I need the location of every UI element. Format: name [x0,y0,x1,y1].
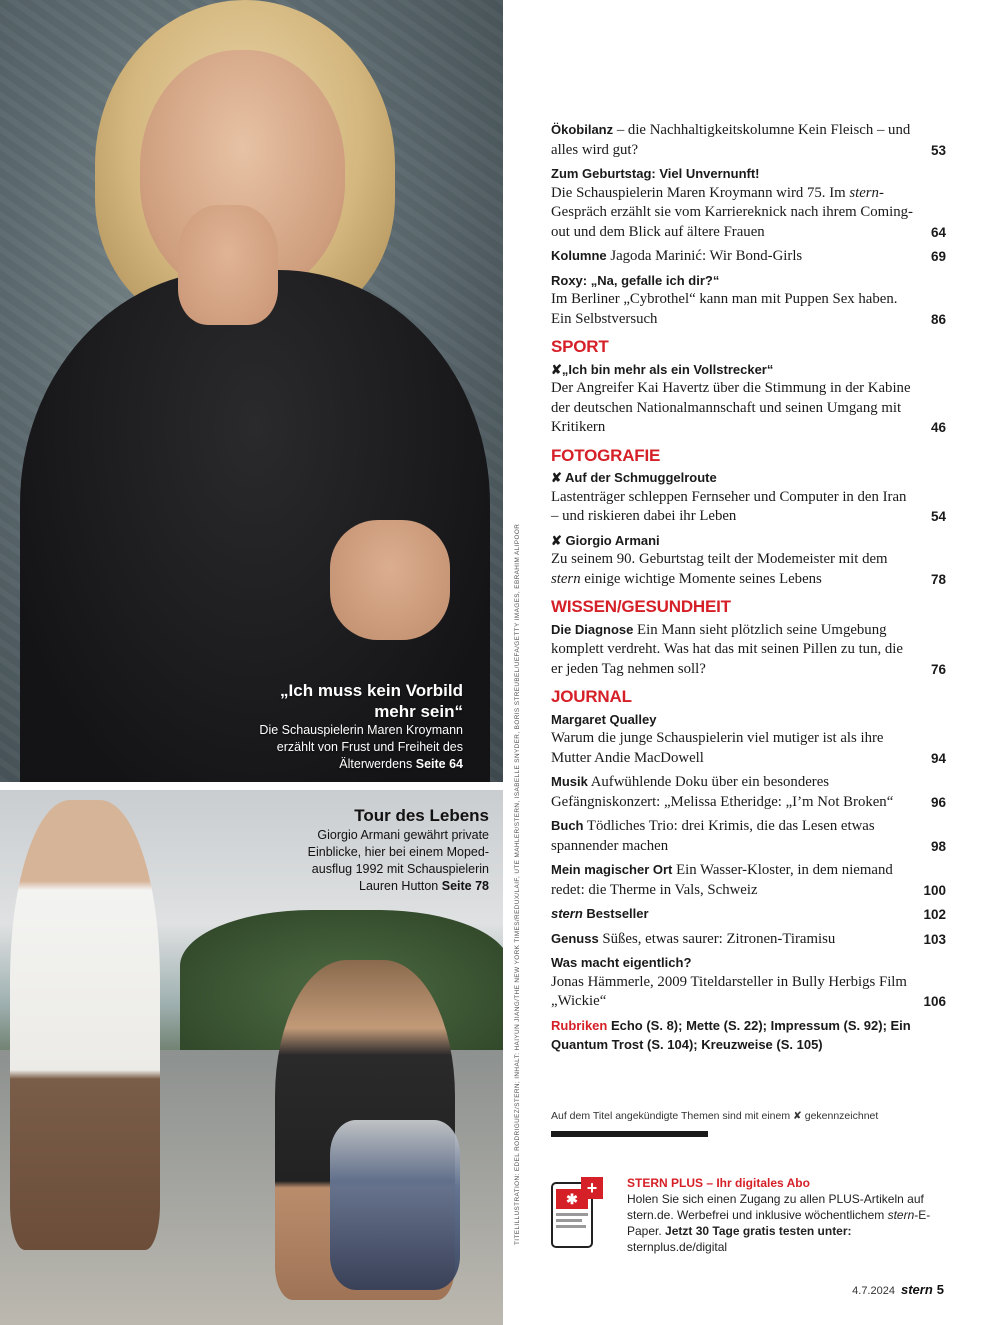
page-footer [852,1282,944,1297]
toc-rubriken: Rubriken Echo (S. 8); Mette (S. 22); Impressum (S. 92); Ein Quantum Trost (S. 104); Kreuzweise (S. 105) [551,1017,911,1052]
toc-entry-bestseller[interactable]: stern Bestseller 102 [551,904,946,925]
table-of-contents [551,120,946,1054]
toc-entry-genuss[interactable]: Genuss Süßes, etwas saurer: Zitronen-Tiramisu 103 [551,929,946,950]
toc-entry-diagnose[interactable]: Die Diagnose Ein Mann sieht plötzlich seine Umgebung komplett verdreht. Was hat das mit seinen Pillen zu tun, die er jeden Tag nehmen soll? 76 [551,620,946,680]
toc-entry-armani[interactable]: ✘ Giorgio Armani Zu seinem 90. Geburtstag teilt der Modemeister mit dem stern einige wichtige Momente seines Lebens 78 [551,531,946,590]
page-number: 98 [930,838,946,854]
stern-logo: stern [900,1282,933,1297]
caption-text: Die Schauspielerin Maren Kroymann erzählt von Frust und Freiheit des Älterwerdens Seite 64 [259,723,463,771]
page-number: 5 [936,1282,944,1297]
page-number: 54 [930,509,946,524]
page-number: 86 [930,311,946,327]
toc-entry-schmuggelroute[interactable]: ✘ Auf der Schmuggelroute Lastenträger schleppen Fernseher und Computer in den Iran – und riskieren dabei ihr Leben 54 [551,468,946,527]
page-number: 102 [923,907,946,922]
toc-entry-buch[interactable]: Buch Tödliches Trio: drei Krimis, die das Lesen etwas spannender machen 98 [551,816,946,856]
toc-entry-roxy[interactable]: Roxy: „Na, gefalle ich dir?“ Im Berliner „Cybrothel“ kann man mit Puppen Sex haben. Ein Selbstversuch 86 [551,271,946,330]
photo-armani-moped [0,790,503,1325]
photo-caption-armani [284,805,489,895]
photo-moped [330,1120,460,1290]
issue-date: 4.7.2024 [852,1285,895,1297]
page-number: 76 [930,661,946,677]
caption-page-ref[interactable]: Seite 64 [415,757,463,771]
page-number: 69 [930,249,946,264]
stern-plus-heading: STERN PLUS – Ihr digitales Abo [627,1176,810,1190]
caption-quote: „Ich muss kein Vorbild mehr sein“ [280,681,463,721]
page-number: 64 [930,224,946,240]
cover-star-icon: ✘ [551,361,562,377]
photo-caption-kroymann [243,680,463,773]
photo-hand [178,205,278,325]
section-heading-sport: SPORT [551,337,609,356]
page-number: 46 [930,420,946,435]
toc-entry-was-macht-eigentlich[interactable]: Was macht eigentlich? Jonas Hämmerle, 2009 Titeldarsteller in Bully Herbigs Film „Wickie“ 106 [551,953,946,1012]
photo-man [10,800,160,1250]
toc-entry-magischer-ort[interactable]: Mein magischer Ort Ein Wasser-Kloster, in dem niemand redet: die Therme in Vals, Schweiz 100 [551,860,946,900]
cover-topics-note: Auf dem Titel angekündigte Themen sind mit einem ✘ gekennzeichnet [551,1110,879,1122]
caption-page-ref[interactable]: Seite 78 [441,879,489,893]
svg-text:+: + [586,1178,598,1198]
toc-entry-musik[interactable]: Musik Aufwühlende Doku über ein besonderes Gefängniskonzert: „Melissa Etheridge: „I’m Not Broken“ 96 [551,772,946,812]
page-number: 94 [930,750,946,766]
toc-entry-kolumne[interactable]: Kolumne Jagoda Marinić: Wir Bond-Girls 69 [551,246,946,267]
divider-bar [551,1131,708,1137]
cover-star-icon: ✘ [551,532,562,548]
section-heading-journal: JOURNAL [551,687,632,706]
stern-plus-device-icon [551,1177,607,1249]
page-number: 100 [923,882,946,898]
cover-photo-kroymann [0,0,503,782]
page-number: 106 [923,994,946,1009]
svg-text:✱: ✱ [566,1191,578,1207]
section-heading-wissen: WISSEN/GESUNDHEIT [551,597,731,616]
toc-entry-geburtstag[interactable]: Zum Geburtstag: Viel Unvernunft! Die Schauspielerin Maren Kroymann wird 75. Im stern-Gespräch erzählt sie vom Karriereknick nach ihrem Coming-out und dem Blick auf ältere Frauen 64 [551,164,946,242]
photo-credits: TITELILLUSTRATION: EDEL RODRIGUEZ/STERN; INHALT: HAIYUN JIANG/THE NEW YORK TIMES/REDUX/LAIF, UTE MAHLER/STERN, ISABELLE SNYDER, BORIS STREUBEL/UEFA/GETTY IMAGES, EBRAHIM ALIPOOR [514,523,521,1245]
cover-star-icon: ✘ [551,470,562,485]
caption-text: Giorgio Armani gewährt private Einblicke, hier bei einem Moped-ausflug 1992 mit Schauspielerin Lauren Hutton Seite 78 [307,828,489,893]
page-number: 103 [923,931,946,947]
stern-plus-promo: STERN PLUS – Ihr digitales Abo Holen Sie sich einen Zugang zu allen PLUS-Artikeln auf stern.de. Werbefrei und inklusive wöchentlichem stern-E-Paper. Jetzt 30 Tage gratis testen unter: sternplus.de/digital [627,1175,947,1255]
page-number: 78 [930,571,946,587]
page-number: 96 [930,794,946,810]
page-number: 53 [930,142,946,158]
section-heading-fotografie: FOTOGRAFIE [551,445,661,465]
toc-entry-oekobilanz[interactable]: Ökobilanz – die Nachhaltigkeitskolumne Kein Fleisch – und alles wird gut? 53 [551,120,946,160]
photo-hand-bracelet [330,520,450,640]
toc-entry-qualley[interactable]: Margaret Qualley Warum die junge Schauspielerin viel mutiger ist als ihre Mutter Andie MacDowell 94 [551,710,946,769]
toc-entry-havertz[interactable]: ✘„Ich bin mehr als ein Vollstrecker“ Der Angreifer Kai Havertz über die Stimmung in der Kabine der deutschen Nationalmannschaft und seinen Umgang mit Kritikern 46 [551,360,946,438]
stern-plus-link[interactable]: sternplus.de/digital [627,1240,728,1254]
caption-heading: Tour des Lebens [354,806,489,825]
